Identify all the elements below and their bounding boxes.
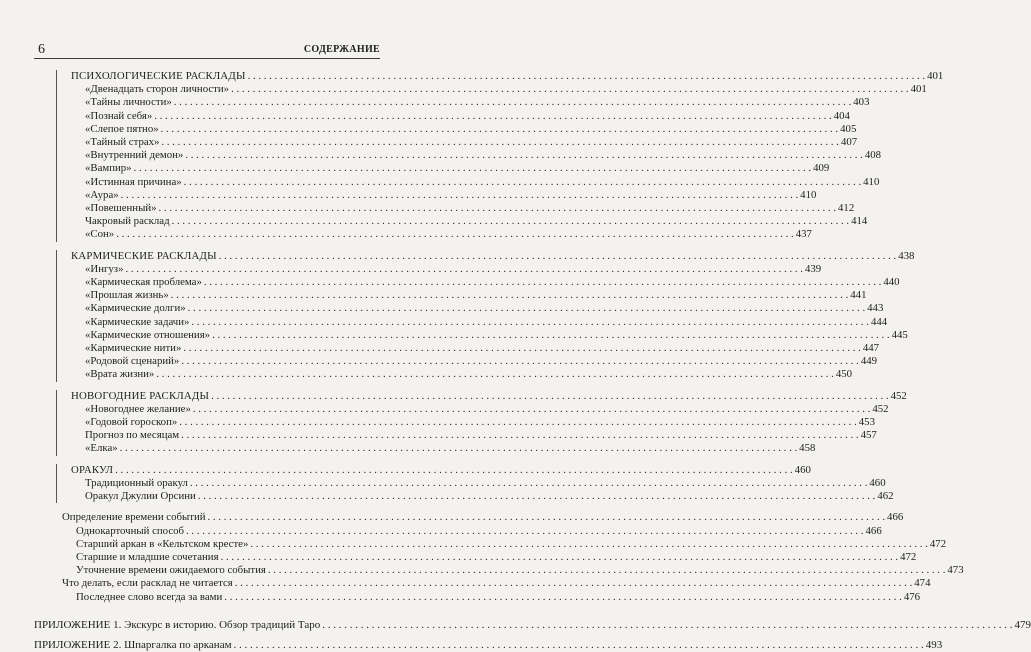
- toc-entry[interactable]: [71, 490, 894, 503]
- toc-entry[interactable]: [71, 355, 878, 368]
- toc-page-number: 439: [804, 262, 822, 275]
- leader-dots: [134, 162, 812, 175]
- toc-page-number: 441: [850, 289, 867, 302]
- leader-dots: [156, 368, 834, 381]
- toc-entry[interactable]: [71, 109, 850, 123]
- leader-dots: [190, 477, 868, 490]
- toc-entry[interactable]: [71, 402, 889, 416]
- leader-dots: [212, 329, 890, 342]
- toc-entry-title: Прогноз по месяцам: [85, 429, 180, 442]
- leader-dots: [181, 355, 859, 368]
- leader-dots: [120, 442, 798, 455]
- leader-dots: [193, 403, 871, 416]
- toc-entry-title: ПСИХОЛОГИЧЕСКИЕ РАСКЛАДЫ: [71, 70, 246, 82]
- toc-entry-title: Что делать, если расклад не читается: [62, 577, 233, 590]
- toc-entry[interactable]: [71, 328, 908, 342]
- toc-group-timing: [62, 511, 964, 577]
- leader-dots: [185, 149, 863, 162]
- toc-page-number: 440: [883, 276, 900, 289]
- header-rule: [34, 58, 380, 59]
- toc-page-number: 472: [929, 537, 947, 550]
- leader-dots: [234, 638, 924, 652]
- leader-dots: [221, 551, 899, 564]
- toc-page-number: 405: [840, 122, 857, 135]
- toc-entry-title: «Елка»: [85, 442, 118, 455]
- toc-entry-title: «Истинная причина»: [85, 175, 182, 188]
- leader-dots: [211, 390, 889, 403]
- leader-dots: [186, 525, 864, 538]
- toc-page-number: 476: [903, 590, 921, 603]
- toc-entry-title: «Кармические отношения»: [85, 328, 211, 341]
- toc-group-karmic: [56, 249, 915, 382]
- toc-page-number: 403: [853, 96, 870, 109]
- toc-page-number: 404: [833, 109, 850, 122]
- toc-page-number: 452: [872, 402, 889, 415]
- toc-page-number: 444: [870, 315, 888, 328]
- leader-dots: [204, 276, 882, 289]
- toc-entry-title: «Кармические долги»: [85, 302, 186, 315]
- toc-entry-title: «Кармическая проблема»: [85, 276, 202, 289]
- toc-page-number: 414: [851, 215, 868, 228]
- leader-dots: [115, 464, 793, 477]
- toc-entry-title: НОВОГОДНИЕ РАСКЛАДЫ: [71, 389, 210, 402]
- toc-page-number: 462: [877, 490, 894, 503]
- toc-entry-title: «Ингуз»: [85, 262, 124, 275]
- toc-entry[interactable]: [71, 429, 877, 442]
- toc-page-number: 438: [898, 249, 915, 262]
- leader-dots: [191, 316, 869, 329]
- toc-entry-title: «Родовой сценарий»: [85, 355, 180, 368]
- leader-dots: [159, 202, 837, 215]
- toc-page-number: 458: [799, 442, 816, 455]
- table-of-contents: [34, 68, 1031, 652]
- toc-page-number: 450: [835, 368, 853, 381]
- toc-entry-title: «Годовой гороскоп»: [85, 416, 178, 429]
- toc-section-heading[interactable]: [71, 249, 915, 263]
- toc-page-number: 449: [860, 355, 878, 368]
- toc-page-number: 401: [927, 70, 944, 82]
- toc-entry[interactable]: [71, 262, 822, 276]
- toc-section-heading[interactable]: [71, 389, 907, 403]
- toc-section-heading[interactable]: [71, 70, 944, 83]
- toc-entry[interactable]: [71, 83, 927, 96]
- toc-page-number: 408: [864, 149, 882, 162]
- toc-entry-title: «Внутренний демон»: [85, 149, 184, 162]
- toc-page-number: 453: [858, 416, 875, 429]
- toc-entry[interactable]: [62, 590, 921, 604]
- toc-entry[interactable]: [62, 577, 931, 590]
- toc-entry[interactable]: [71, 149, 882, 162]
- toc-appendix-2[interactable]: [34, 638, 943, 652]
- leader-dots: [248, 70, 926, 83]
- leader-dots: [179, 416, 857, 429]
- toc-entry[interactable]: [71, 368, 853, 381]
- toc-entry[interactable]: [62, 524, 882, 538]
- toc-entry[interactable]: [71, 416, 875, 429]
- toc-page-number: 493: [925, 638, 943, 651]
- toc-entry-title: «Врата жизни»: [85, 368, 155, 381]
- toc-entry-title: «Вампир»: [85, 162, 132, 175]
- toc-entry[interactable]: [71, 215, 868, 228]
- leader-dots: [208, 511, 886, 524]
- toc-entry-title: Оракул Джулии Орсини: [85, 490, 196, 503]
- toc-section-heading[interactable]: [71, 463, 811, 477]
- toc-entry-title: Последнее слово всегда за вами: [76, 590, 223, 603]
- toc-entry-title: Уточнение времени ожидаемого события: [76, 564, 266, 577]
- leader-dots: [116, 228, 794, 241]
- toc-entry-title: «Познай себя»: [85, 109, 153, 122]
- toc-page-number: 460: [794, 463, 811, 476]
- toc-page-number: 412: [838, 202, 855, 215]
- leader-dots: [322, 618, 1012, 632]
- toc-entry[interactable]: [62, 550, 917, 564]
- toc-entry-title: «Кармические задачи»: [85, 315, 190, 328]
- toc-page-number: 466: [865, 524, 882, 537]
- page-number: 6: [38, 42, 45, 57]
- toc-entry-title: «Новогоднее желание»: [85, 402, 191, 415]
- toc-page-number: 479: [1014, 618, 1031, 631]
- toc-entry[interactable]: [71, 302, 884, 315]
- toc-entry-title: «Повешенный»: [85, 202, 157, 215]
- toc-entry[interactable]: [62, 537, 947, 551]
- leader-dots: [231, 83, 909, 96]
- toc-entry-title: «Тайны личности»: [85, 96, 172, 109]
- toc-page-number: 452: [890, 389, 907, 402]
- toc-entry-title: Чакровый расклад: [85, 215, 170, 228]
- toc-entry[interactable]: [71, 162, 830, 175]
- toc-group-misc: [62, 577, 931, 603]
- leader-dots: [184, 176, 862, 189]
- toc-entry-title: ПРИЛОЖЕНИЕ 1. Экскурс в историю. Обзор традиций Таро: [34, 618, 321, 631]
- toc-page-number: 447: [862, 342, 880, 355]
- leader-dots: [235, 577, 913, 590]
- toc-entry-title: Определение времени событий: [62, 511, 206, 524]
- leader-dots: [181, 429, 859, 442]
- toc-page-number: 443: [867, 302, 884, 315]
- toc-entry[interactable]: [71, 136, 858, 149]
- toc-entry-title: ОРАКУЛ: [71, 463, 114, 476]
- toc-group-new-year: [56, 389, 907, 456]
- toc-entry[interactable]: [71, 228, 812, 241]
- toc-entry-title: «Двенадцать сторон личности»: [85, 83, 230, 96]
- toc-entry-title: «Тайный страх»: [85, 136, 160, 149]
- leader-dots: [161, 123, 839, 136]
- toc-page-number: 474: [914, 577, 931, 590]
- toc-page-number: 457: [860, 429, 877, 442]
- toc-entry[interactable]: [71, 476, 886, 490]
- toc-entry-title: «Сон»: [85, 228, 115, 241]
- leader-dots: [171, 289, 849, 302]
- leader-dots: [183, 342, 861, 355]
- toc-entry-title: «Слепое пятно»: [85, 122, 159, 135]
- toc-page-number: 445: [891, 328, 908, 341]
- toc-page-number: 401: [910, 83, 927, 96]
- toc-entry-title: «Кармические нити»: [85, 342, 182, 355]
- toc-entry[interactable]: [71, 315, 888, 329]
- toc-section-heading[interactable]: [62, 511, 904, 524]
- toc-entry[interactable]: [62, 564, 964, 577]
- leader-dots: [161, 136, 839, 149]
- toc-page-number: 460: [869, 476, 886, 489]
- toc-entry[interactable]: [71, 202, 855, 215]
- toc-entry[interactable]: [71, 342, 880, 355]
- toc-page-number: 410: [800, 188, 817, 201]
- toc-appendix-1[interactable]: [34, 618, 1031, 632]
- toc-page-number: 466: [887, 511, 904, 524]
- toc-entry-title: КАРМИЧЕСКИЕ РАСКЛАДЫ: [71, 249, 217, 262]
- leader-dots: [224, 591, 902, 604]
- toc-entry[interactable]: [71, 122, 857, 136]
- leader-dots: [125, 263, 803, 276]
- leader-dots: [154, 110, 832, 123]
- toc-entry-title: Старший аркан в «Кельтском кресте»: [76, 537, 249, 550]
- toc-entry-title: «Прошлая жизнь»: [85, 289, 169, 302]
- leader-dots: [188, 302, 866, 315]
- toc-page-number: 437: [795, 228, 812, 241]
- toc-entry[interactable]: [71, 175, 880, 189]
- toc-group-psychological: [56, 70, 944, 242]
- toc-page-number: 472: [900, 550, 917, 563]
- toc-entry-title: Однокарточный способ: [76, 524, 185, 537]
- leader-dots: [198, 490, 876, 503]
- leader-dots: [121, 189, 799, 202]
- toc-entry-title: Старшие и младшие сочетания: [76, 550, 219, 563]
- leader-dots: [250, 538, 928, 551]
- toc-entry[interactable]: [71, 188, 817, 202]
- leader-dots: [219, 250, 897, 263]
- toc-page-number: 473: [947, 564, 964, 577]
- leader-dots: [174, 96, 852, 109]
- toc-entry[interactable]: [71, 442, 816, 455]
- toc-page-number: 407: [840, 136, 858, 149]
- toc-entry[interactable]: [71, 96, 870, 109]
- running-head: СОДЕРЖАНИЕ: [303, 44, 380, 55]
- toc-entry[interactable]: [71, 289, 867, 302]
- leader-dots: [172, 215, 850, 228]
- toc-group-oracle: [56, 463, 894, 504]
- toc-entry-title: «Аура»: [85, 188, 119, 201]
- toc-entry[interactable]: [71, 276, 900, 289]
- toc-page-number: 409: [813, 162, 830, 175]
- toc-entry-title: ПРИЛОЖЕНИЕ 2. Шпаргалка по арканам: [34, 638, 232, 651]
- toc-page-number: 410: [863, 175, 880, 188]
- leader-dots: [268, 564, 946, 577]
- toc-entry-title: Традиционный оракул: [85, 476, 188, 489]
